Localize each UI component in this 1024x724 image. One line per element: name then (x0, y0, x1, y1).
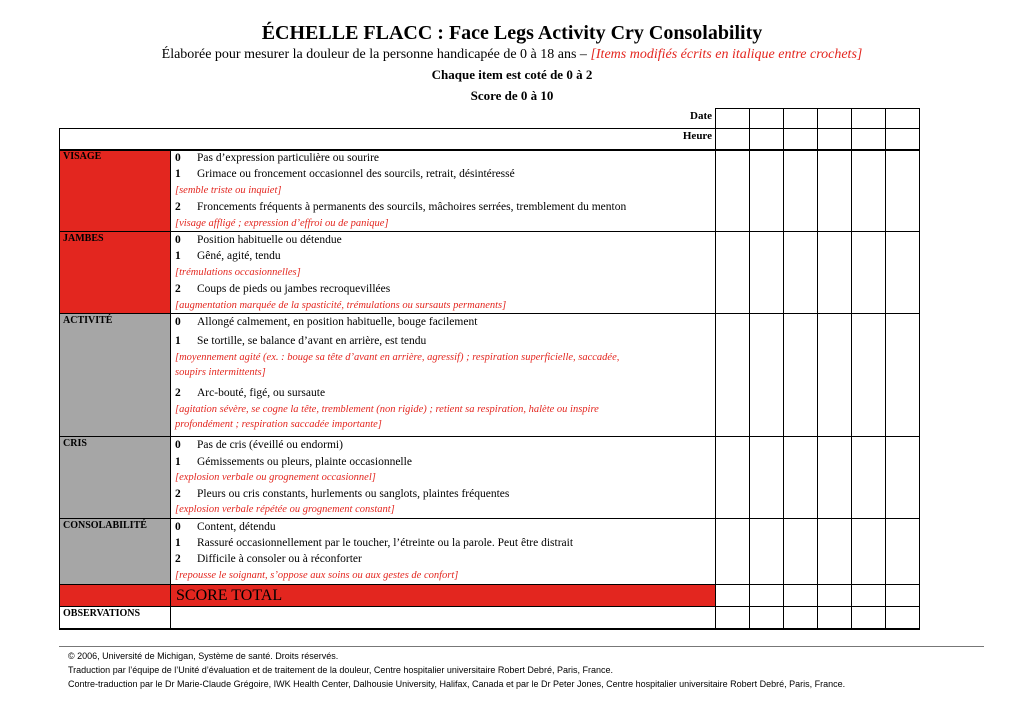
footer-back-translation: Contre-traduction par le Dr Marie-Claude Grégoire, IWK Health Center, Dalhousie University, Halifax, Canada et par le Dr Peter Jones, Centre hospitalier universitaire Robert Debré, Paris, France. (68, 679, 846, 689)
cris-item-2 (175, 488, 509, 500)
subtitle-text: Élaborée pour mesurer la douleur de la personne handicapée de 0 à 18 ans – (161, 47, 591, 62)
footer-divider (59, 646, 984, 647)
item-number: 0 (175, 439, 181, 451)
grid-line (59, 606, 920, 607)
activite-item-2 (175, 387, 325, 399)
item-text: Difficile à consoler ou à réconforter (197, 553, 362, 565)
item-text: Rassuré occasionnellement par le toucher, l’étreinte ou la parole. Peut être distrait (197, 537, 574, 549)
item-number: 1 (175, 250, 181, 262)
item-number: 1 (175, 537, 181, 549)
cris-item-0 (175, 439, 343, 451)
activite-modified-1a: [moyennement agité (ex. : bouge sa tête d’avant en arrière, agressif) ; respiration superficielle, saccadée, (175, 352, 620, 363)
consolabilite-item-0 (175, 521, 276, 533)
heure-label: Heure (682, 130, 712, 142)
grid-line (59, 628, 920, 630)
grid-line (783, 108, 784, 630)
item-number: 0 (175, 152, 181, 164)
jambes-item-1 (175, 250, 281, 262)
jambes-item-2 (175, 283, 390, 295)
grid-line (59, 128, 60, 630)
grid-line (716, 108, 920, 109)
item-number: 2 (175, 488, 181, 500)
grid-line (715, 108, 716, 630)
item-text: Pas de cris (éveillé ou endormi) (197, 439, 343, 451)
jambes-item-0 (175, 234, 342, 246)
grid-line (59, 128, 920, 129)
grid-line (59, 584, 920, 585)
rating-note: Chaque item est coté de 0 à 2 (431, 67, 593, 82)
item-number: 0 (175, 316, 181, 328)
item-text: Gémissements ou pleurs, plainte occasionnelle (197, 456, 412, 468)
item-text: Arc-bouté, figé, ou sursaute (197, 387, 326, 399)
cris-item-1 (175, 456, 412, 468)
category-activite: ACTIVITÉ (59, 314, 170, 437)
activite-modified-2b: profondément ; respiration saccadée importante] (175, 419, 382, 430)
jambes-modified-1: [trémulations occasionnelles] (175, 267, 301, 278)
visage-item-1 (175, 168, 515, 180)
footer-copyright: © 2006, Université de Michigan, Système de santé. Droits réservés. (68, 651, 339, 661)
item-text: Pleurs ou cris constants, hurlements ou sanglots, plaintes fréquentes (197, 488, 510, 500)
grid-line (59, 518, 920, 519)
item-number: 2 (175, 201, 181, 213)
page-title: ÉCHELLE FLACC : Face Legs Activity Cry Consolability (261, 22, 763, 44)
grid-line (919, 108, 920, 630)
cris-modified-2: [explosion verbale répétée ou grognement constant] (175, 504, 395, 515)
item-number: 1 (175, 456, 181, 468)
score-range: Score de 0 à 10 (470, 88, 554, 103)
activite-modified-2a: [agitation sévère, se cogne la tête, tremblement (non rigide) ; retient sa respiration, halète ou inspire (175, 404, 599, 415)
category-cris: CRIS (59, 437, 170, 519)
grid-line (851, 108, 852, 630)
grid-line (59, 231, 920, 232)
activite-modified-1b: soupirs intermittents] (175, 367, 266, 378)
item-text: Position habituelle ou détendue (197, 234, 342, 246)
item-text: Pas d’expression particulière ou sourire (197, 152, 380, 164)
grid-line (885, 108, 886, 630)
grid-line (170, 150, 171, 630)
category-visage: VISAGE (59, 150, 170, 232)
item-number: 2 (175, 553, 181, 565)
item-text: Coups de pieds ou jambes recroquevillées (197, 283, 391, 295)
category-consolabilite: CONSOLABILITÉ (59, 519, 170, 585)
item-number: 0 (175, 521, 181, 533)
grid-line (59, 436, 920, 437)
activite-item-0 (175, 316, 477, 328)
subtitle-note: [Items modifiés écrits en italique entre crochets] (590, 47, 863, 62)
grid-line (817, 108, 818, 630)
observations-label: OBSERVATIONS (63, 608, 141, 619)
activite-item-1 (175, 335, 426, 347)
consolabilite-item-2 (175, 553, 362, 565)
visage-modified-1: [semble triste ou inquiet] (175, 185, 282, 196)
visage-item-0 (175, 152, 379, 164)
item-text: Content, détendu (197, 521, 276, 533)
item-text: Grimace ou froncement occasionnel des sourcils, retrait, désintéressé (197, 168, 515, 180)
item-text: Gêné, agité, tendu (197, 250, 281, 262)
score-total-row (59, 585, 716, 607)
jambes-modified-2: [augmentation marquée de la spasticité, trémulations ou sursauts permanents] (175, 300, 507, 311)
item-text: Se tortille, se balance d’avant en arrière, est tendu (197, 335, 427, 347)
item-number: 1 (175, 335, 181, 347)
item-text: Froncements fréquents à permanents des sourcils, mâchoires serrées, tremblement du menton (197, 201, 627, 213)
score-total-label: SCORE TOTAL (176, 587, 283, 604)
grid-line (749, 108, 750, 630)
footer-translation: Traduction par l’équipe de l’Unité d’évaluation et de traitement de la douleur, Centre hospitalier universitaire Robert Debré, Paris, France. (68, 665, 613, 675)
date-label: Date (690, 110, 712, 122)
visage-modified-2: [visage affligé ; expression d’effroi ou de panique] (175, 218, 389, 229)
item-number: 1 (175, 168, 181, 180)
visage-item-2 (175, 201, 626, 213)
grid-line (59, 149, 920, 151)
consolabilite-modified-2: [repousse le soignant, s’oppose aux soins ou aux gestes de confort] (175, 570, 459, 581)
grid-line (59, 313, 920, 314)
item-number: 0 (175, 234, 181, 246)
item-number: 2 (175, 283, 181, 295)
item-text: Allongé calmement, en position habituelle, bouge facilement (197, 316, 478, 328)
item-number: 2 (175, 387, 181, 399)
category-jambes: JAMBES (59, 232, 170, 314)
consolabilite-item-1 (175, 537, 573, 549)
cris-modified-1: [explosion verbale ou grognement occasionnel] (175, 472, 376, 483)
